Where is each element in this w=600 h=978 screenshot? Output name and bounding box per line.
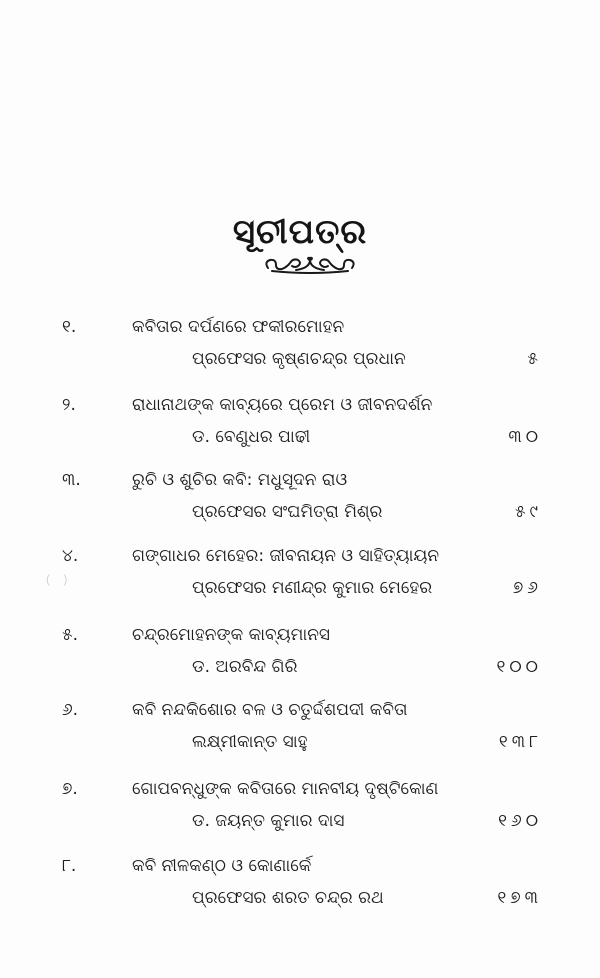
toc-entry[interactable] — [0, 622, 600, 692]
entry-number: ୩. — [62, 470, 81, 490]
entry-page-number: ୫୯ — [514, 502, 542, 522]
entry-number: ୨. — [62, 395, 76, 415]
entry-page-number: ୩୦ — [508, 427, 542, 447]
entry-author: ଡ. ବେଣୁଧର ପାଢୀ — [192, 427, 311, 447]
toc-entry[interactable] — [0, 392, 600, 462]
entry-author: ଡ. ଅରବିନ୍ଦ ଗିରି — [192, 657, 298, 677]
entry-title: ଗୋପବନ୍ଧୁଙ୍କ କବିତାରେ ମାନବୀୟ ଦୃଷ୍ଟିକୋଣ — [132, 779, 439, 799]
toc-entry[interactable] — [0, 853, 600, 923]
show-through-mark: ( ) — [46, 572, 68, 586]
entry-title: କବିତାର ଦର୍ପଣରେ ଫକୀରମୋହନ — [132, 317, 345, 337]
entry-title: କବି ନୀଳକଣ୍ଠ ଓ କୋଣାର୍କେ — [132, 856, 312, 876]
toc-entry[interactable] — [0, 467, 600, 537]
entry-number: ୭. — [62, 779, 78, 799]
entry-author: ପ୍ରଫେସର ମଣୀନ୍ଦ୍ର କୁମାର ମେହେର — [192, 578, 433, 598]
entry-page-number: ୧୬୦ — [498, 811, 542, 831]
entry-number: ୪. — [62, 546, 79, 566]
entry-title: କବି ନନ୍ଦକିଶୋର ବଳ ଓ ଚତୁର୍ଦ୍ଦଶପଦୀ କବିତା — [132, 700, 408, 720]
toc-entry[interactable] — [0, 776, 600, 846]
entry-title: ରାଧାନାଥଙ୍କ କାବ୍ୟରେ ପ୍ରେମ ଓ ଜୀବନଦର୍ଶନ — [132, 395, 433, 415]
entry-page-number: ୧୭୩ — [497, 888, 542, 908]
entry-page-number: ୧୦୦ — [496, 657, 542, 677]
entry-author: ପ୍ରଫେସର ଶରତ ଚନ୍ଦ୍ର ରଥ — [192, 888, 384, 908]
entry-title: ଗଙ୍ଗାଧର ମେହେର: ଜୀବନାୟନ ଓ ସାହିତ୍ୟାୟନ — [132, 546, 440, 566]
entry-page-number: ୭୬ — [512, 578, 542, 598]
toc-entry[interactable] — [0, 314, 600, 384]
entry-author: ଡ. ଜୟନ୍ତ କୁମାର ଦାସ — [192, 811, 345, 831]
entry-author: ପ୍ରଫେସର କୃଷ୍ଣଚନ୍ଦ୍ର ପ୍ରଧାନ — [192, 349, 406, 369]
entry-page-number: ୧୩୮ — [498, 732, 542, 752]
entry-number: ୫. — [62, 625, 79, 645]
page-title: ସୂଚୀପତ୍ର — [232, 212, 368, 252]
toc-entry[interactable] — [0, 543, 600, 613]
entry-number: ୬. — [62, 700, 79, 720]
entry-author: ପ୍ରଫେସର ସଂଘମିତ୍ରା ମିଶ୍ର — [192, 502, 383, 522]
entry-page-number: ୫ — [527, 349, 542, 369]
entry-title: ରୁଚି ଓ ଶୁଚିର କବି: ମଧୁସୂଦନ ରାଓ — [132, 470, 348, 490]
entry-number: ୧. — [62, 317, 77, 337]
entry-title: ଚନ୍ଦ୍ରମୋହନଙ୍କ କାବ୍ୟମାନସ — [132, 625, 331, 645]
toc-entry[interactable] — [0, 697, 600, 767]
ornament-divider-icon — [262, 254, 358, 276]
entry-author: ଲକ୍ଷ୍ମୀକାନ୍ତ ସାହୁ — [192, 732, 308, 752]
entry-number: ୮. — [62, 856, 77, 876]
